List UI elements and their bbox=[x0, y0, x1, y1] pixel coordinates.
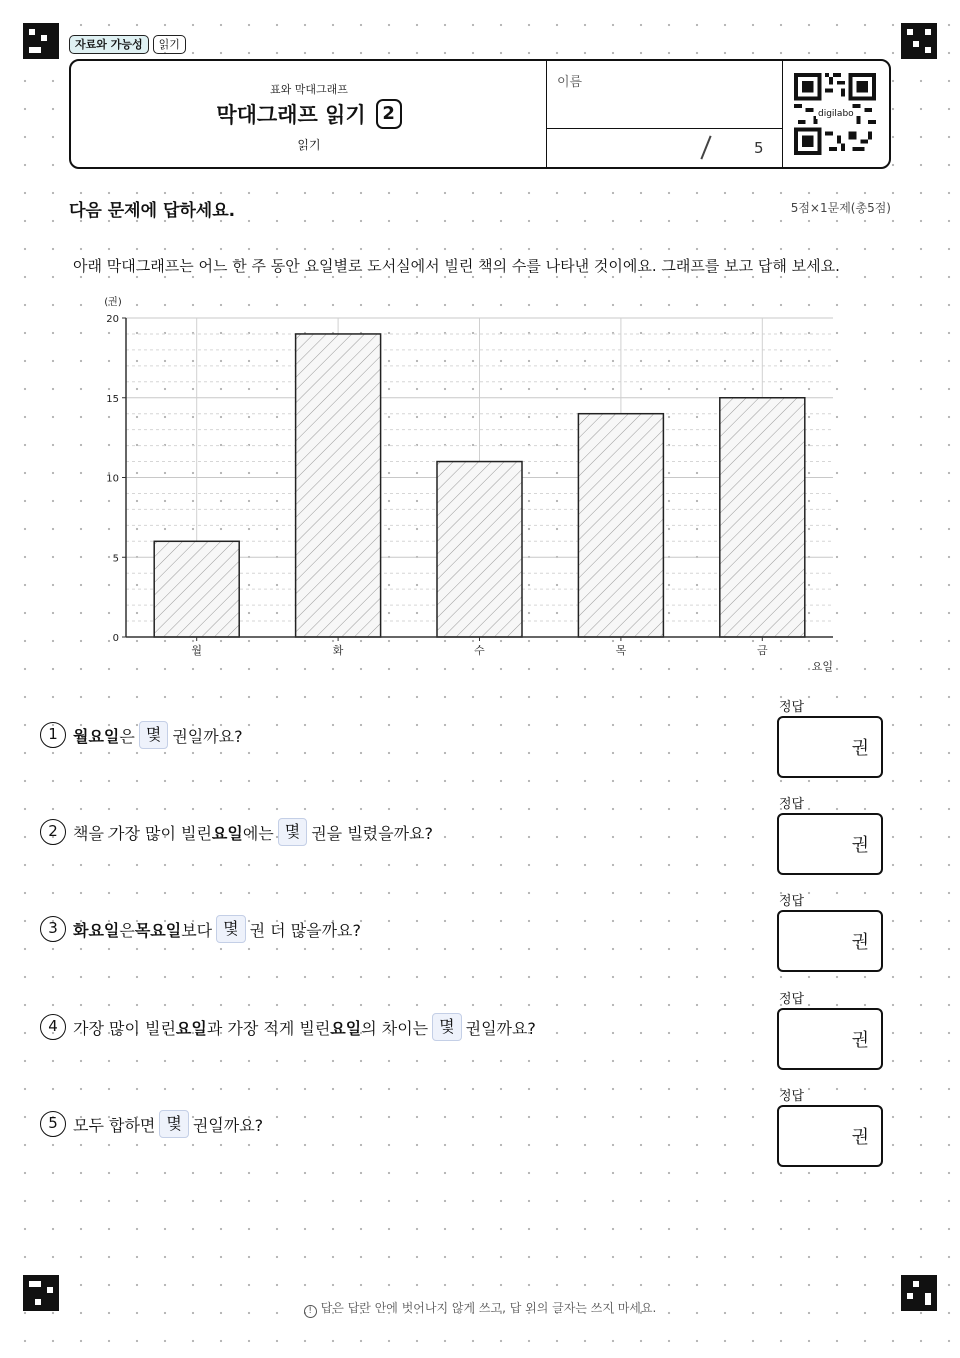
question-text: 은 bbox=[119, 726, 135, 746]
worksheet-number: 2 bbox=[376, 99, 402, 129]
answer-label: 정답 bbox=[779, 700, 805, 715]
x-tick-label: 화 bbox=[332, 644, 344, 657]
name-score-block bbox=[546, 61, 783, 167]
x-tick-label: 월 bbox=[191, 644, 203, 657]
question-number: 3 bbox=[40, 916, 66, 942]
type-tag: 읽기 bbox=[153, 35, 186, 54]
keyword-text: 월요일 bbox=[73, 726, 120, 746]
question-text: 가장 많이 빌린 bbox=[73, 1018, 176, 1038]
question-text: 권을 빌렸을까요? bbox=[311, 823, 433, 843]
score-total: 5 bbox=[754, 139, 764, 157]
question-number: 4 bbox=[40, 1014, 66, 1040]
divider bbox=[547, 128, 782, 129]
footer-note bbox=[0, 1299, 960, 1318]
blank-placeholder: 몇 bbox=[432, 1013, 461, 1041]
answer-box-2[interactable] bbox=[777, 813, 883, 875]
worksheet-header bbox=[69, 59, 891, 169]
worksheet-category: 읽기 bbox=[297, 138, 321, 152]
y-tick-label: 0 bbox=[112, 633, 119, 644]
answer-unit: 권 bbox=[851, 1030, 869, 1051]
y-tick-label: 15 bbox=[106, 393, 119, 405]
answer-box-4[interactable] bbox=[777, 1008, 883, 1070]
y-tick-label: 10 bbox=[106, 473, 119, 485]
question-1 bbox=[40, 721, 243, 749]
question-text: 은 bbox=[119, 920, 135, 940]
bar-목 bbox=[578, 414, 663, 637]
question-4 bbox=[40, 1013, 536, 1041]
bar-금 bbox=[720, 398, 805, 637]
answer-label: 정답 bbox=[779, 992, 805, 1007]
answer-label: 정답 bbox=[779, 1089, 805, 1104]
question-text: 권일까요? bbox=[465, 1018, 536, 1038]
points-info: 5점×1문제(총5점) bbox=[790, 201, 891, 215]
x-tick-label: 목 bbox=[615, 644, 627, 657]
y-tick-label: 20 bbox=[106, 314, 119, 325]
answer-unit: 권 bbox=[851, 932, 869, 953]
question-5 bbox=[40, 1110, 263, 1138]
keyword-text: 요일 bbox=[211, 823, 243, 843]
blank-placeholder: 몇 bbox=[278, 818, 307, 846]
question-text: 권일까요? bbox=[192, 1115, 264, 1135]
question-text: 의 차이는 bbox=[361, 1018, 429, 1038]
keyword-text: 요일 bbox=[175, 1018, 207, 1038]
x-tick-label: 금 bbox=[756, 644, 768, 657]
question-number: 1 bbox=[40, 722, 66, 748]
info-icon: ! bbox=[304, 1305, 317, 1318]
name-label: 이름 bbox=[557, 75, 583, 90]
problem-prompt: 아래 막대그래프는 어느 한 주 동안 요일별로 도서실에서 빌린 책의 수를 나타낸 것이에요. 그래프를 보고 답해 보세요. bbox=[73, 257, 840, 275]
x-axis-label: 요일 bbox=[811, 660, 833, 673]
qr-label: digilabo bbox=[818, 109, 854, 119]
blank-placeholder: 몇 bbox=[139, 721, 168, 749]
answer-unit: 권 bbox=[851, 835, 869, 856]
y-axis-label: (권) bbox=[104, 297, 122, 308]
answer-label: 정답 bbox=[779, 894, 805, 909]
corner-marker-top-right bbox=[901, 23, 937, 59]
subject-tag: 자료와 가능성 bbox=[69, 35, 149, 54]
title-block bbox=[71, 61, 547, 167]
bar-수 bbox=[437, 462, 522, 637]
title-text: 막대그래프 읽기 bbox=[216, 103, 366, 127]
question-number: 5 bbox=[40, 1111, 66, 1137]
question-text: 책을 가장 많이 빌린 bbox=[73, 823, 212, 843]
question-text: 모두 합하면 bbox=[73, 1115, 156, 1135]
answer-unit: 권 bbox=[851, 738, 869, 759]
y-tick-label: 5 bbox=[112, 553, 119, 565]
question-text: 권 더 많을까요? bbox=[249, 920, 362, 940]
footer-text: 답은 답란 안에 벗어나지 않게 쓰고, 답 외의 글자는 쓰지 마세요. bbox=[320, 1301, 657, 1315]
tag-group bbox=[69, 35, 186, 54]
bar-월 bbox=[154, 541, 239, 637]
keyword-text: 목요일 bbox=[134, 920, 182, 940]
question-number: 2 bbox=[40, 819, 66, 845]
question-text: 권일까요? bbox=[172, 726, 243, 746]
answer-box-1[interactable] bbox=[777, 716, 883, 778]
question-2 bbox=[40, 818, 433, 846]
unit-subtitle: 표와 막대그래프 bbox=[270, 83, 348, 96]
instruction: 다음 문제에 답하세요. bbox=[69, 201, 236, 221]
score-slash bbox=[700, 136, 711, 160]
question-3 bbox=[40, 915, 361, 943]
bar-화 bbox=[296, 334, 381, 637]
corner-marker-top-left bbox=[23, 23, 59, 59]
answer-label: 정답 bbox=[779, 797, 805, 812]
worksheet-title bbox=[71, 99, 547, 129]
answer-box-5[interactable] bbox=[777, 1105, 883, 1167]
answer-box-3[interactable] bbox=[777, 910, 883, 972]
question-text: 에는 bbox=[242, 823, 274, 843]
blank-placeholder: 몇 bbox=[159, 1110, 188, 1138]
question-text: 보다 bbox=[181, 920, 213, 940]
x-tick-label: 수 bbox=[474, 644, 485, 657]
bar-chart bbox=[90, 290, 850, 680]
blank-placeholder: 몇 bbox=[216, 915, 245, 943]
answer-unit: 권 bbox=[851, 1127, 869, 1148]
keyword-text: 요일 bbox=[330, 1018, 362, 1038]
keyword-text: 화요일 bbox=[73, 920, 120, 940]
question-text: 과 가장 적게 빌린 bbox=[206, 1018, 331, 1038]
